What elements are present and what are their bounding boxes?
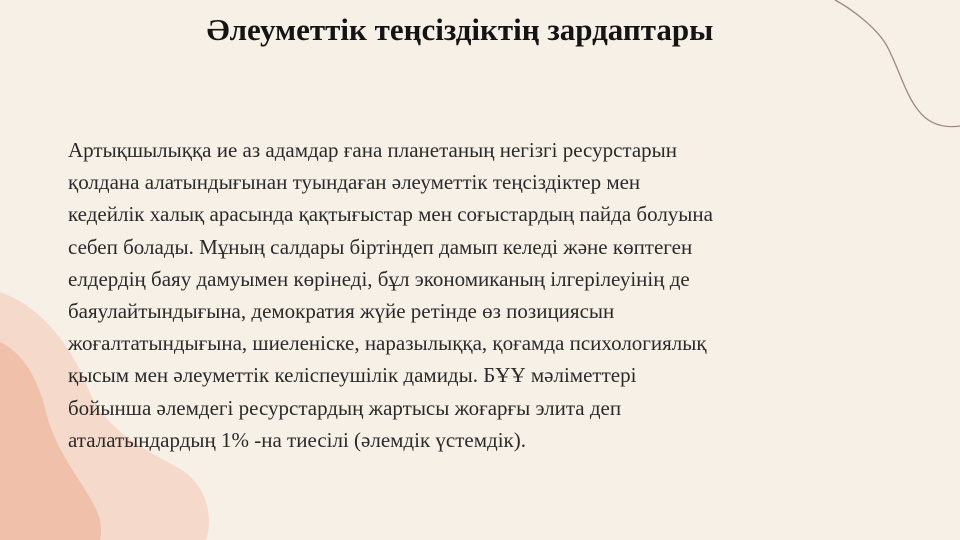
body-line: кедейлік халық арасында қақтығыстар мен соғыстардың пайда болуына [68,202,713,227]
body-line: себеп болады. Мұның салдары біртіндеп дамып келеді және көптеген [68,234,693,259]
body-line: елдердің баяу дамуымен көрінеді, бұл экономиканың ілгерілеуінің де [68,266,690,291]
slide-body-text [68,134,898,456]
body-line: баяулайтындығына, демократия жүйе ретінде өз позициясын [68,299,615,324]
body-line: Артықшылыққа ие аз адамдар ғана планетаның негізгі ресурстарын [68,138,678,162]
body-line: қолдана алатындығынан туындаған әлеуметтік теңсіздіктер мен [68,170,641,195]
body-line: қысым мен әлеуметтік келіспеушілік дамиды. БҰҰ мәліметтері [68,363,637,388]
body-line: аталатындардың 1% -на тиесілі (әлемдік үстемдік). [68,427,526,452]
body-line: жоғалтатындығына, шиеленіске, наразылыққа, қоғамда психологиялық [68,331,707,356]
body-line: бойынша әлемдегі ресурстардың жартысы жоғарғы элита деп [68,395,622,420]
slide-title: Әлеуметтік теңсіздіктің зардаптары [206,12,714,47]
